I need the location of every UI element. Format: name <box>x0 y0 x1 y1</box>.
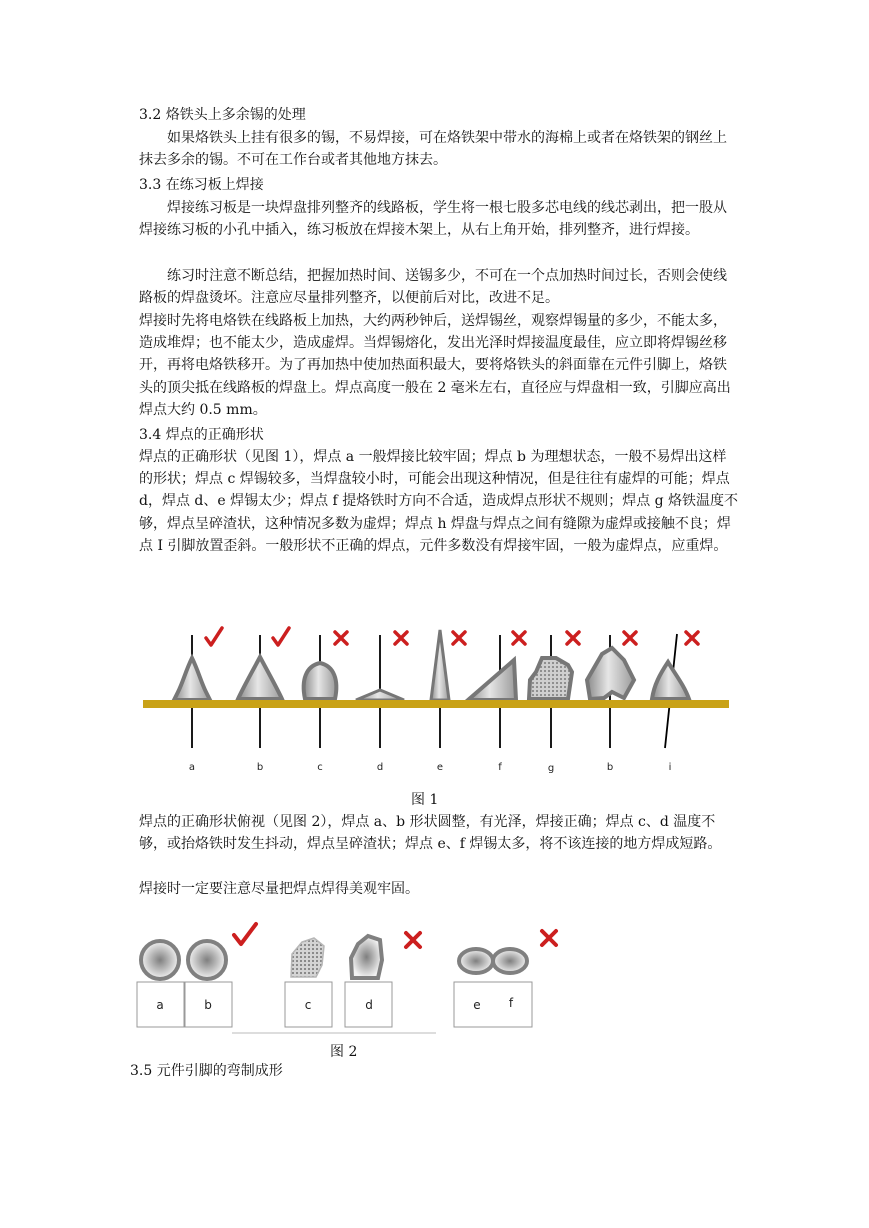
section-3-4-paragraph-1: 焊点的正确形状（见图 1），焊点 a 一般焊接比较牢固；焊点 b 为理想状态，一般不易焊出这样的形状；焊点 c 焊锡较多，当焊盘较小时，可能会出现这种情况，但是往往有虚焊的可能；焊点 d，焊点 d、e 焊锡太少；焊点 f 提烙铁时方向不合适，造成焊点形状不规则；焊点 g 烙铁温度不够，焊点呈碎渣状，这种情况多数为虚焊；焊点 h 焊盘与焊点之间有缝隙为虚焊或接触不良；焊点 I 引脚放置歪斜。一般形状不正确的焊点，元件多数没有焊接牢固，一般为虚焊点，应重焊。 <box>139 449 739 554</box>
section-3-4-heading: 3.4 焊点的正确形状 <box>139 427 264 443</box>
joint-f <box>468 660 516 700</box>
cross-icon <box>686 632 698 644</box>
fig1-label: c <box>317 762 323 773</box>
joint-a <box>174 658 210 700</box>
cross-icon <box>335 632 347 644</box>
figure-1-solder-joint-profiles <box>0 610 869 810</box>
fig1-label: e <box>436 762 444 773</box>
section-3-4-paragraph-3: 焊接时一定要注意尽量把焊点焊得美观牢固。 <box>139 881 419 897</box>
check-icon <box>273 628 289 645</box>
cross-icon <box>453 632 465 644</box>
joint-h <box>587 648 634 699</box>
fig1-label: a <box>188 762 196 773</box>
section-3-3-paragraph-2: 练习时注意不断总结，把握加热时间、送锡多少，不可在一个点加热时间过长，否则会使线路板的焊盘烫坏。注意应尽量排列整齐，以便前后对比，改进不足。 <box>139 268 727 307</box>
figure-1-labels <box>189 762 671 774</box>
section-3-3-heading: 3.3 在练习板上焊接 <box>139 177 264 193</box>
fig1-label: d <box>376 762 384 773</box>
section-3-3-paragraph-1: 焊接练习板是一块焊盘排列整齐的线路板，学生将一根七股多芯电线的线芯剥出，把一股从焊接练习板的小孔中插入，练习板放在焊接木架上，从右上角开始，排列整齐，进行焊接。 <box>139 200 727 239</box>
section-3-2-paragraph: 如果烙铁头上挂有很多的锡，不易焊接，可在烙铁架中带水的海棉上或者在烙铁架的钢丝上抹去多余的锡。不可在工作台或者其他地方抹去。 <box>139 130 727 169</box>
top-joint-b <box>188 941 226 979</box>
section-3-5-heading: 3.5 元件引脚的弯制成形 <box>130 1063 283 1079</box>
fig2-label: c <box>304 998 312 1012</box>
fig1-label: b <box>606 762 614 773</box>
cross-icon <box>513 632 525 644</box>
joint-b <box>238 657 282 699</box>
joint-d <box>356 690 404 700</box>
figure-1-marks <box>206 628 698 645</box>
fig1-label: g <box>547 763 555 774</box>
fig2-label: a <box>156 998 164 1012</box>
joint-c <box>304 663 337 699</box>
cross-icon <box>542 931 556 945</box>
cross-icon <box>567 632 579 644</box>
top-joint-a <box>141 941 179 979</box>
cross-icon <box>395 632 407 644</box>
fig2-label: f <box>508 996 514 1010</box>
circuit-board <box>143 700 729 708</box>
fig2-label: e <box>473 998 481 1012</box>
check-icon <box>206 628 222 645</box>
joint-e <box>431 630 449 700</box>
section-3-3-paragraph-3: 焊接时先将电烙铁在线路板上加热，大约两秒钟后，送焊锡丝，观察焊锡量的多少，不能太多，造成堆焊；也不能太少，造成虚焊。当焊锡熔化，发出光泽时焊接温度最佳，应立即将焊锡丝移开，再将电烙铁移开。为了再加热中使加热面积最大，要将烙铁头的斜面靠在元件引脚上，烙铁头的顶尖抵在线路板的焊盘上。焊点高度一般在 2 毫米左右，直径应与焊盘相一致，引脚应高出焊点大约 0.5 mm。 <box>139 313 731 418</box>
cross-icon <box>624 632 636 644</box>
figure-2-solder-joint-top-view <box>0 920 869 1040</box>
section-3-2-heading: 3.2 烙铁头上多余锡的处理 <box>139 107 306 123</box>
figure-1-caption: 图 1 <box>411 792 439 808</box>
top-joint-f <box>493 949 527 973</box>
joint-i <box>652 662 689 699</box>
fig1-label: f <box>498 762 502 773</box>
figure-2-caption: 图 2 <box>330 1044 358 1060</box>
fig1-label: b <box>256 762 264 773</box>
cross-icon <box>406 933 420 947</box>
top-joint-d <box>351 936 382 978</box>
section-3-4-paragraph-2: 焊点的正确形状俯视（见图 2），焊点 a、b 形状圆整，有光泽，焊接正确；焊点 c、d 温度不够，或抬烙铁时发生抖动，焊点呈碎渣状；焊点 e、f 焊锡太多，将不该连接的地方焊成短路。 <box>139 814 722 853</box>
fig2-label: d <box>365 998 373 1012</box>
top-joint-e <box>459 949 493 973</box>
fig2-label: b <box>204 998 212 1012</box>
joint-g <box>529 658 572 699</box>
top-joint-c <box>291 938 324 977</box>
fig1-label: i <box>668 762 672 773</box>
check-icon <box>234 924 256 944</box>
